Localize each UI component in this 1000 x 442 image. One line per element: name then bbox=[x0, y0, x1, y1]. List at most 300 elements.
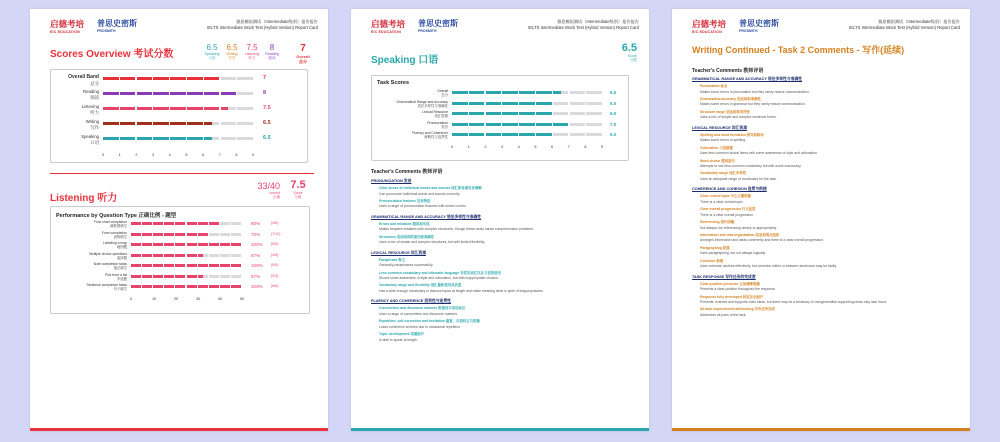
criterion-description: Makes some errors in grammar but they rarely reduce communication. bbox=[700, 102, 806, 107]
criterion-description: Uses a mix of simple and complex structures, but with limited flexibility. bbox=[379, 240, 486, 245]
bar-segment bbox=[536, 91, 552, 94]
task-label bbox=[372, 121, 448, 130]
bar-segment bbox=[198, 264, 208, 267]
speaking-score: 6.5 Score 分数 bbox=[621, 42, 637, 62]
prosmith-logo: 普思史密斯 PROSMITH bbox=[418, 19, 458, 33]
overall-label-en: Overall bbox=[296, 54, 310, 59]
criterion-description: Not always use referencing clearly or appropriately. bbox=[700, 225, 777, 230]
bar-segment bbox=[502, 102, 518, 105]
bar-segment bbox=[153, 254, 163, 257]
bar-segment bbox=[586, 133, 602, 136]
bar-segment bbox=[221, 122, 237, 125]
bar-segment bbox=[142, 233, 152, 236]
bar-segment bbox=[204, 77, 220, 80]
bar-segment bbox=[204, 122, 212, 125]
row-label bbox=[39, 89, 99, 101]
bar-segment bbox=[553, 102, 569, 105]
criterion-title: Topic development 话题展开 bbox=[379, 332, 425, 337]
bar-segment bbox=[131, 285, 141, 288]
criterion-title: Clear overall progression 行文连贯 bbox=[700, 207, 756, 212]
bar-segment bbox=[502, 123, 518, 126]
report-title: 雅思模拟测试（Intermediate级别）报告报告 IELTS Intermediate Mock Test (Hybrid Version) Report Card bbox=[528, 19, 639, 31]
bar-segment bbox=[198, 233, 208, 236]
comment-section-heading: LEXICAL RESOURCE 词汇资源 bbox=[371, 250, 426, 255]
bar-segment bbox=[237, 92, 253, 95]
bar-segment bbox=[103, 137, 119, 140]
bar-segment bbox=[142, 243, 152, 246]
bar-segment bbox=[209, 222, 219, 225]
bar-segment bbox=[164, 222, 174, 225]
bar-segment bbox=[586, 102, 602, 105]
task-label-zh: 语法多样性与准确性 bbox=[417, 103, 448, 108]
axis-tick: 10 bbox=[152, 297, 157, 301]
bar-segment bbox=[220, 222, 230, 225]
row-value: 7.5 bbox=[263, 105, 271, 111]
bar-segment bbox=[209, 275, 219, 278]
criterion-description: Uses a range of pronunciation features with mixed control. bbox=[379, 204, 467, 209]
bar-segment bbox=[164, 233, 174, 236]
qtype-label-zh: 多选题 bbox=[116, 276, 127, 281]
bar-segment bbox=[561, 91, 569, 94]
qtype-label-en: Form completion bbox=[101, 230, 127, 235]
criterion-title: Clear position presence 立场清晰明确 bbox=[700, 281, 760, 286]
criterion-description: Loses coherence at times due to occasional repetition. bbox=[379, 324, 461, 329]
axis-tick: 8 bbox=[584, 145, 587, 149]
comment-section-heading: LEXICAL RESOURCE 词汇资源 bbox=[692, 125, 747, 130]
criterion-description: Uses paragraphing, but not always logically. bbox=[700, 251, 766, 256]
page-title: Speaking 口语 bbox=[371, 55, 439, 66]
task-label bbox=[372, 131, 448, 140]
bar-segment bbox=[175, 285, 185, 288]
footer-bar bbox=[351, 428, 649, 431]
criterion-title: Information and idea organisation 信息和观点组织 bbox=[700, 232, 780, 237]
criterion-title: Pronunciation features 发音特征 bbox=[379, 198, 431, 203]
badge-label-zh: 听力 bbox=[248, 56, 256, 60]
criterion-description: Has a wide enough vocabulary to discuss topics at length and make meaning clear in spite of inappropriacies. bbox=[379, 288, 544, 293]
criterion-description: Is able to speak at length. bbox=[379, 337, 418, 342]
axis-tick: 50 bbox=[240, 297, 245, 301]
bar-segment bbox=[204, 92, 220, 95]
row-label-zh: 听力 bbox=[90, 110, 99, 116]
listening-correct: 33/40 correct 正确 bbox=[257, 181, 280, 199]
task-label bbox=[372, 110, 448, 119]
bar-segment bbox=[469, 112, 485, 115]
bar-segment bbox=[153, 77, 169, 80]
bar-segment bbox=[452, 112, 468, 115]
bar-segment bbox=[519, 91, 535, 94]
bar-segment bbox=[570, 91, 586, 94]
bar-segment bbox=[153, 92, 169, 95]
bar-segment bbox=[570, 133, 586, 136]
bar-segment bbox=[131, 233, 141, 236]
criterion-title: Clear central topic 中心主题明确 bbox=[700, 194, 751, 199]
criterion-description: Presents a clear position throughout the response. bbox=[700, 287, 776, 292]
bar-segment bbox=[153, 222, 163, 225]
bar-segment bbox=[170, 77, 186, 80]
criterion-description: Uses an adequate range of vocabulary for the task. bbox=[700, 176, 777, 181]
bar-segment bbox=[221, 107, 229, 110]
task-label bbox=[372, 89, 448, 98]
task-label-en: Overall bbox=[437, 89, 448, 93]
bar-segment bbox=[120, 137, 136, 140]
task-value: 6.0 bbox=[610, 132, 617, 137]
overall-badge bbox=[288, 43, 318, 65]
page-header bbox=[692, 17, 960, 39]
bar-segment bbox=[209, 254, 219, 257]
score-badge bbox=[242, 43, 262, 61]
criterion-title: Word choice 遣词造句 bbox=[700, 158, 735, 163]
overall-label-zh: 总分 bbox=[299, 59, 307, 64]
question-type-chart: Performance by Question Type 正确比例 - 题型 Flow chart completion 流程图填空 80% (4/5) Form completion 表格填空 70% (7/10) Labelling a map 地图题 100% (5/5) Multiple choice questions 选择题 67% (4/6) Note completion tasks 笔记填空 100% (5/5) Pick from a list 多选题 67% (2/3) Sentence completion tasks 句子填空 100% (6/6) 0 10 20 30 40 50 bbox=[50, 206, 310, 314]
bar-segment bbox=[187, 222, 197, 225]
bar-segment bbox=[203, 254, 208, 257]
axis-tick: 7 bbox=[218, 153, 221, 157]
bar-segment bbox=[570, 123, 586, 126]
badge-label-en: Writing bbox=[226, 52, 238, 56]
bar-segment bbox=[153, 264, 163, 267]
bar-segment bbox=[187, 285, 197, 288]
listening-score: 7.5 Score 分数 bbox=[290, 179, 306, 199]
task-label-zh: 总分 bbox=[441, 93, 448, 98]
bar-segment bbox=[103, 77, 119, 80]
criterion-title: Connectives and discourse markers 衔接词与话语标记 bbox=[379, 306, 466, 311]
divider bbox=[50, 173, 314, 174]
bar-segment bbox=[164, 275, 174, 278]
bar-segment bbox=[586, 123, 602, 126]
bar-segment bbox=[212, 122, 220, 125]
teacher-comments bbox=[371, 174, 635, 343]
task-value: 7.0 bbox=[610, 121, 617, 127]
bar-segment bbox=[519, 133, 535, 136]
bar-segment bbox=[221, 92, 237, 95]
qtype-label-zh: 流程图填空 bbox=[110, 224, 127, 229]
criterion-title: Paragraphing 段落 bbox=[700, 245, 730, 250]
bar-segment bbox=[175, 254, 185, 257]
qtype-percent: 67% bbox=[251, 252, 261, 258]
axis-tick: 3 bbox=[152, 153, 155, 157]
overall-score: 7 bbox=[300, 43, 306, 54]
axis-tick: 5 bbox=[185, 153, 188, 157]
teacher-comments bbox=[692, 72, 956, 318]
bar-segment bbox=[502, 133, 518, 136]
criterion-description: Generally paraphrases successfully. bbox=[379, 263, 434, 268]
bar-segment bbox=[142, 285, 152, 288]
bar-segment bbox=[198, 243, 208, 246]
row-label bbox=[39, 74, 99, 87]
qtype-count: (4/5) bbox=[271, 221, 279, 225]
criterion-description: Makes frequent mistakes with complex structures, though these rarely cause comprehension problems. bbox=[379, 227, 534, 232]
bar-segment bbox=[536, 102, 552, 105]
report-page-writing bbox=[672, 9, 970, 431]
task-scores-chart: Task Scores Overall 总分 6.5 Grammatical Range and Accuracy 语法多样性与准确性 6.0 Lexical Resource 词汇资源 6.0 Pronunciation 发音 7.0 Fluency and Coherence 流利性与连贯性 6.0 0 1 2 3 4 5 6 7 8 9 bbox=[371, 75, 629, 161]
row-label-zh: 总分 bbox=[90, 81, 99, 86]
bar-segment bbox=[209, 285, 219, 288]
axis-tick: 8 bbox=[235, 153, 238, 157]
bar-segment bbox=[220, 254, 230, 257]
listening-title: Listening 听力 bbox=[50, 193, 118, 204]
bar-segment bbox=[237, 122, 253, 125]
qtype-count: (7/10) bbox=[271, 231, 281, 236]
bar-segment bbox=[198, 254, 203, 257]
bar-segment bbox=[187, 137, 203, 140]
bar-segment bbox=[204, 137, 212, 140]
criterion-title: Paraphrase 释义 bbox=[379, 257, 406, 262]
bar-segment bbox=[153, 243, 163, 246]
bar-segment bbox=[153, 275, 163, 278]
bar-segment bbox=[231, 285, 241, 288]
bar-segment bbox=[536, 133, 552, 136]
bar-segment bbox=[502, 112, 518, 115]
qtype-label bbox=[51, 283, 127, 292]
bar-segment bbox=[237, 137, 253, 140]
axis-tick: 9 bbox=[252, 153, 255, 157]
bar-segment bbox=[153, 137, 169, 140]
bar-segment bbox=[170, 107, 186, 110]
bar-segment bbox=[120, 77, 136, 80]
task-label-en: Lexical Resource bbox=[421, 110, 448, 114]
task-label-zh: 词汇资源 bbox=[434, 114, 448, 119]
bar-segment bbox=[220, 233, 230, 236]
axis-tick: 20 bbox=[174, 297, 179, 301]
criterion-title: Vocabulary range and flexibility 词汇量和使用灵活度 bbox=[379, 283, 462, 288]
qtype-label-zh: 地图题 bbox=[116, 245, 127, 250]
bar-segment bbox=[142, 254, 152, 257]
criterion-title: Clear stress of individual words and sounds 词汇和音素发音清晰 bbox=[379, 186, 482, 191]
bar-segment bbox=[553, 133, 569, 136]
qtype-label bbox=[51, 220, 127, 229]
criterion-description: Makes some errors in punctuation but they rarely reduce communication. bbox=[700, 89, 810, 94]
row-label-en: Reading bbox=[82, 89, 99, 94]
bar-segment bbox=[142, 275, 152, 278]
bar-segment bbox=[570, 112, 586, 115]
comments-title: Teacher's Comments 教师评语 bbox=[371, 169, 443, 175]
page-title: Writing Continued - Task 2 Comments - 写作(延续) bbox=[692, 45, 905, 55]
task-label-zh: 流利性与连贯性 bbox=[424, 135, 448, 140]
qtype-label bbox=[51, 273, 127, 282]
row-value: 7 bbox=[263, 75, 267, 81]
prosmith-logo: 普思史密斯 PROSMITH bbox=[739, 19, 779, 33]
axis-tick: 1 bbox=[467, 145, 470, 149]
criterion-description: Uses cohesive devices effectively, but cohesion within or between sentences may be faulty. bbox=[700, 264, 837, 269]
bar-segment bbox=[198, 285, 208, 288]
bar-segment bbox=[142, 222, 152, 225]
bar-segment bbox=[164, 264, 174, 267]
qtype-label bbox=[51, 262, 127, 271]
bar-segment bbox=[120, 122, 136, 125]
bar-segment bbox=[153, 285, 163, 288]
eic-logo: 启德考培 EIC EDUCATION bbox=[692, 19, 727, 34]
criterion-description: Addresses all parts of the task. bbox=[700, 312, 747, 317]
row-label bbox=[39, 104, 99, 116]
eic-logo: 启德考培 EIC EDUCATION bbox=[371, 19, 406, 34]
report-title: 雅思模拟测试（Intermediate级别）报告报告 IELTS Intermediate Mock Test (Hybrid Version) Report Card bbox=[849, 19, 960, 31]
report-page-scores bbox=[30, 9, 328, 431]
bar-segment bbox=[553, 112, 569, 115]
badge-score: 6.5 bbox=[226, 43, 238, 52]
qtype-label-zh: 笔记填空 bbox=[113, 266, 127, 271]
bar-segment bbox=[570, 102, 586, 105]
bar-segment bbox=[231, 264, 241, 267]
bar-segment bbox=[231, 222, 241, 225]
bar-segment bbox=[120, 92, 136, 95]
axis-tick: 6 bbox=[202, 153, 205, 157]
bar-segment bbox=[486, 133, 502, 136]
bar-segment bbox=[452, 133, 468, 136]
qtype-count: (5/5) bbox=[271, 263, 279, 267]
bar-segment bbox=[142, 264, 152, 267]
row-label-zh: 口语 bbox=[90, 140, 99, 146]
task-value: 6.0 bbox=[610, 100, 617, 106]
bar-segment bbox=[187, 264, 197, 267]
bar-segment bbox=[175, 275, 185, 278]
criterion-description: Uses a range of connectives and discourse markers. bbox=[379, 311, 458, 316]
bar-segment bbox=[137, 137, 153, 140]
bar-segment bbox=[187, 275, 197, 278]
criterion-description: Presents, extends and supports main ideas, but there may be a tendency to overgeneralise supporting ideas may lack focus. bbox=[700, 299, 887, 304]
bar-segment bbox=[170, 92, 186, 95]
qtype-label-en: Pick from a list bbox=[104, 272, 127, 277]
bar-segment bbox=[164, 285, 174, 288]
task-label-zh: 发音 bbox=[441, 124, 448, 129]
criterion-title: All task requirements addressing 写作任务完成 bbox=[700, 307, 775, 312]
criterion-title: Punctuation 标点 bbox=[700, 84, 728, 89]
bar-segment bbox=[469, 91, 485, 94]
axis-tick: 9 bbox=[601, 145, 604, 149]
criterion-description: Uses less common lexical items with some awareness of style and collocation. bbox=[700, 151, 818, 156]
axis-tick: 30 bbox=[196, 297, 201, 301]
badge-label-zh: 阅读 bbox=[268, 56, 276, 60]
bar-segment bbox=[153, 122, 169, 125]
criterion-description: Attempts to use less common vocabulary but with some inaccuracy. bbox=[700, 163, 802, 168]
qtype-label-en: Labelling a map bbox=[103, 241, 127, 245]
bar-segment bbox=[486, 102, 502, 105]
criterion-title: Spelling and word formation 拼写和构词 bbox=[700, 132, 764, 137]
bar-segment bbox=[231, 275, 241, 278]
axis-tick: 6 bbox=[551, 145, 554, 149]
bar-segment bbox=[553, 91, 561, 94]
qtype-percent: 100% bbox=[251, 242, 263, 247]
criterion-description: Can pronounce individual words and sounds correctly. bbox=[379, 191, 461, 196]
qtype-count: (5/5) bbox=[271, 242, 279, 246]
axis-tick: 1 bbox=[118, 153, 121, 157]
axis-tick: 4 bbox=[517, 145, 520, 149]
criterion-title: Structures 语法结构的使用和准确性 bbox=[379, 234, 435, 239]
qtype-label-zh: 选择题 bbox=[116, 255, 127, 260]
row-label-en: Listening bbox=[81, 104, 99, 109]
criterion-description: There is a clear central topic. bbox=[700, 199, 744, 204]
criterion-description: Uses a mix of simple and complex sentence forms. bbox=[700, 115, 777, 120]
criterion-description: Shows some awareness of style and collocation, but with inappropriate choices. bbox=[379, 276, 499, 280]
bar-segment bbox=[170, 122, 186, 125]
qtype-count: (2/3) bbox=[271, 273, 279, 278]
bar-segment bbox=[228, 107, 236, 110]
comment-section-heading: GRAMMATICAL RANGE AND ACCURACY 语法多样性与准确性 bbox=[692, 77, 803, 81]
bar-segment bbox=[209, 233, 219, 236]
footer-bar bbox=[672, 428, 970, 431]
score-badge bbox=[202, 43, 222, 61]
bar-segment bbox=[175, 222, 185, 225]
task-value: 6.5 bbox=[610, 90, 617, 95]
bar-segment bbox=[220, 264, 230, 267]
row-label-en: Overall Band bbox=[68, 74, 99, 80]
bar-segment bbox=[131, 254, 141, 257]
axis-tick: 2 bbox=[484, 145, 487, 149]
comment-section-heading: TASK RESPONSE 写作任务的完成度 bbox=[692, 274, 756, 279]
comment-section-heading: FLUENCY AND COHERENCE 流利性与连贯性 bbox=[371, 299, 451, 304]
bar-segment bbox=[153, 107, 169, 110]
report-page-speaking bbox=[351, 9, 649, 431]
bar-segment bbox=[237, 107, 253, 110]
criterion-title: Vocabulary range 词汇多样性 bbox=[700, 171, 747, 176]
qtype-percent: 80% bbox=[251, 221, 261, 226]
bar-segment bbox=[486, 112, 502, 115]
qtype-count: (6/6) bbox=[271, 284, 279, 288]
bar-segment bbox=[586, 91, 602, 94]
bar-segment bbox=[486, 123, 502, 126]
axis-tick: 7 bbox=[567, 145, 570, 149]
score-badges bbox=[202, 43, 322, 71]
page-header bbox=[50, 17, 318, 39]
bar-segment bbox=[221, 137, 237, 140]
bar-segment bbox=[553, 123, 569, 126]
qtype-count: (4/6) bbox=[271, 252, 279, 257]
bar-segment bbox=[103, 122, 119, 125]
scores-overview-chart bbox=[50, 69, 308, 163]
row-value: 6.5 bbox=[263, 135, 271, 141]
criterion-title: Response fully developed 回应完全展开 bbox=[700, 294, 764, 299]
qtype-percent: 100% bbox=[251, 284, 263, 289]
bar-segment bbox=[175, 233, 185, 236]
bar-segment bbox=[203, 275, 208, 278]
criterion-title: Errors and mistakes 错误和失误 bbox=[379, 221, 430, 226]
bar-segment bbox=[452, 123, 468, 126]
task-label-en: Grammatical Range and Accuracy bbox=[396, 99, 448, 104]
bar-segment bbox=[469, 102, 485, 105]
bar-segment bbox=[220, 285, 230, 288]
axis-tick: 0 bbox=[130, 297, 133, 301]
bar-segment bbox=[120, 107, 136, 110]
bar-segment bbox=[231, 243, 241, 246]
comment-section-heading: PRONUNCIATION 发音 bbox=[371, 179, 412, 183]
bar-segment bbox=[187, 122, 203, 125]
bar-segment bbox=[209, 264, 219, 267]
report-title: 雅思模拟测试（Intermediate级别）报告报告 IELTS Intermediate Mock Test (Hybrid Version) Report Card bbox=[207, 19, 318, 31]
criterion-title: Collocation 习语搭配 bbox=[700, 145, 733, 150]
prosmith-logo: 普思史密斯 PROSMITH bbox=[97, 19, 137, 33]
bar-segment bbox=[204, 107, 220, 110]
comment-section-heading: COHERENCE AND COHESION 连贯与衔接 bbox=[692, 187, 767, 192]
bar-segment bbox=[198, 275, 203, 278]
task-value: 6.0 bbox=[610, 111, 617, 116]
bar-segment bbox=[536, 123, 552, 126]
task-label-en: Fluency and Coherence bbox=[411, 131, 448, 135]
bar-segment bbox=[452, 91, 468, 94]
row-label-zh: 写作 bbox=[90, 125, 99, 131]
qtype-label bbox=[51, 231, 127, 240]
page-header bbox=[371, 17, 639, 39]
bar-segment bbox=[170, 137, 186, 140]
qtype-label-en: Multiple choice questions bbox=[89, 251, 127, 256]
criterion-description: Makes some errors in spelling. bbox=[700, 138, 746, 143]
badge-label-en: Speaking bbox=[204, 52, 220, 56]
qtype-label-zh: 句子填空 bbox=[113, 287, 127, 292]
criterion-description: There is a clear overall progression. bbox=[700, 212, 754, 217]
badge-label-zh: 口语 bbox=[208, 56, 216, 60]
bar-segment bbox=[131, 275, 141, 278]
bar-segment bbox=[502, 91, 518, 94]
bar-segment bbox=[469, 123, 485, 126]
badge-label-zh: 写作 bbox=[228, 56, 236, 60]
